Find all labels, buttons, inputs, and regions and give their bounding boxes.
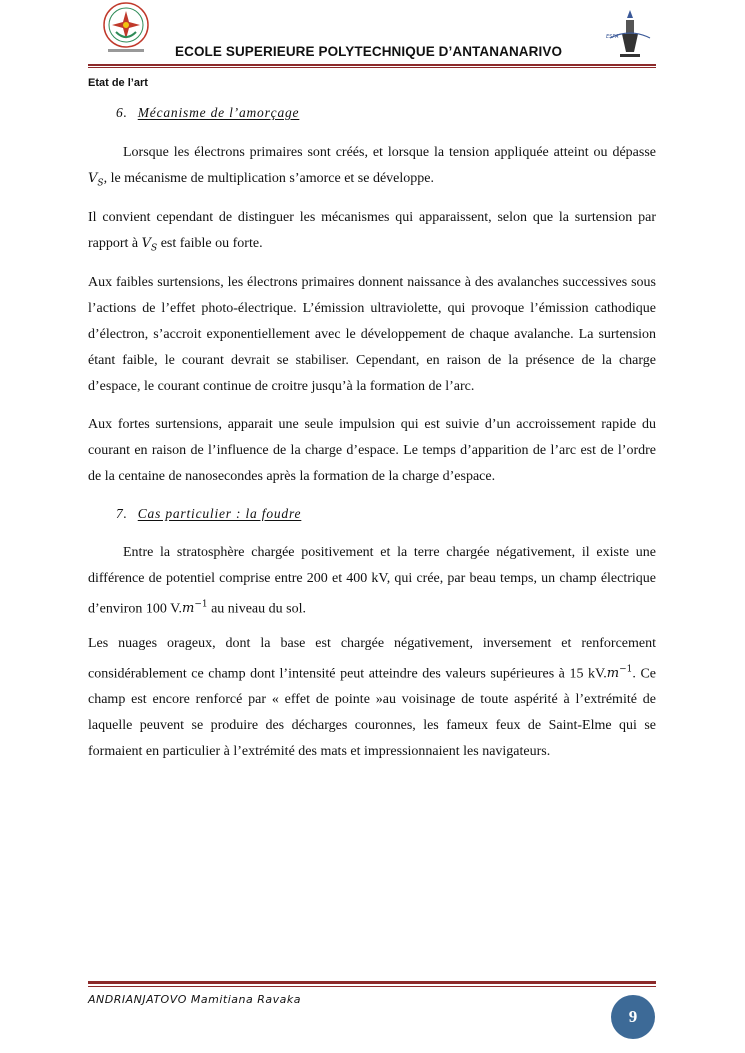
heading-number: 6. [116,105,128,120]
math-vs: $V_S$ [88,171,104,189]
heading-number: 7. [116,506,128,521]
footer-rule [88,981,656,984]
paragraph: Entre la stratosphère chargée positivement et la terre chargée négativement, il existe une différence de potentiel comprise entre 200 et 400 kV, qui crée, par beau temps, un champ électrique d’environ 100 $V.m^{-1}$ au niveau du sol. [88,545,656,617]
page-number-badge [611,995,655,1039]
running-section-title: Etat de l’art [88,77,148,89]
heading-section-7 [116,506,301,522]
paragraph: Les nuages orageux, dont la base est chargée négativement, inversement et renforcement considérablement ce champ dont l’intensité peut atteindre des valeurs supérieures à 15 $kV.m^{-1}$. Ce champ est encore renforcé par « effet de pointe »au voisinage de toute aspérité à l’extrémité de laquelle peuvent se produire des décharges couronnes, les fameux feux de Saint-Elme qui se formaient en particulier à l’extrémité des mats et impressionnaient les navigateurs. [88,636,656,760]
espa-lamp-logo-icon [604,8,656,62]
paragraph: Aux faibles surtensions, les électrons primaires donnent naissance à des avalanches successives sous l’actions de l’effet photo-électrique. L’émission ultraviolette, qui provoque l’émission cathodique d’électron, s’accroit exponentiellement avec le développement de chaque avalanche. La surtension étant faible, le courant devrait se stabiliser. Cependant, en raison de la présence de la charge d’espace, le courant continue de croitre jusqu’à la formation de l’arc. [88,275,656,394]
school-name: ECOLE SUPERIEURE POLYTECHNIQUE D’ANTANANARIVO [175,44,563,59]
page-number: 9 [628,1007,638,1026]
math-m-inverse: $m^{-1}$ [181,600,208,617]
math-vs: $V_S$ [141,236,158,254]
header-rule-thin [88,67,656,68]
math-m-inverse: $m^{-1}$ [606,665,633,682]
heading-title: Mécanisme de l’amorçage [137,105,300,120]
heading-title: Cas particulier : la foudre [137,506,302,521]
university-emblem-icon [98,2,154,56]
heading-section-6 [116,105,299,121]
author-name: ANDRIANJATOVO Mamitiana Ravaka [88,993,301,1006]
paragraph: Il convient cependant de distinguer les mécanismes qui apparaissent, selon que la surtension par rapport à $V_S$ est faible ou forte. [88,210,656,254]
footer-rule-thin [88,986,656,987]
paragraph: Lorsque les électrons primaires sont créés, et lorsque la tension appliquée atteint ou dépasse $V_S$, le mécanisme de multiplication s’amorce et se développe. [88,145,656,189]
paragraph: Aux fortes surtensions, apparait une seule impulsion qui est suivie d’un accroissement rapide du courant en raison de l’influence de la charge d’espace. Le temps d’apparition de l’arc est de l’ordre de la centaine de nanosecondes après la formation de la charge d’espace. [88,417,656,484]
svg-text:ESPA: ESPA [606,34,619,40]
header-rule [88,64,656,66]
